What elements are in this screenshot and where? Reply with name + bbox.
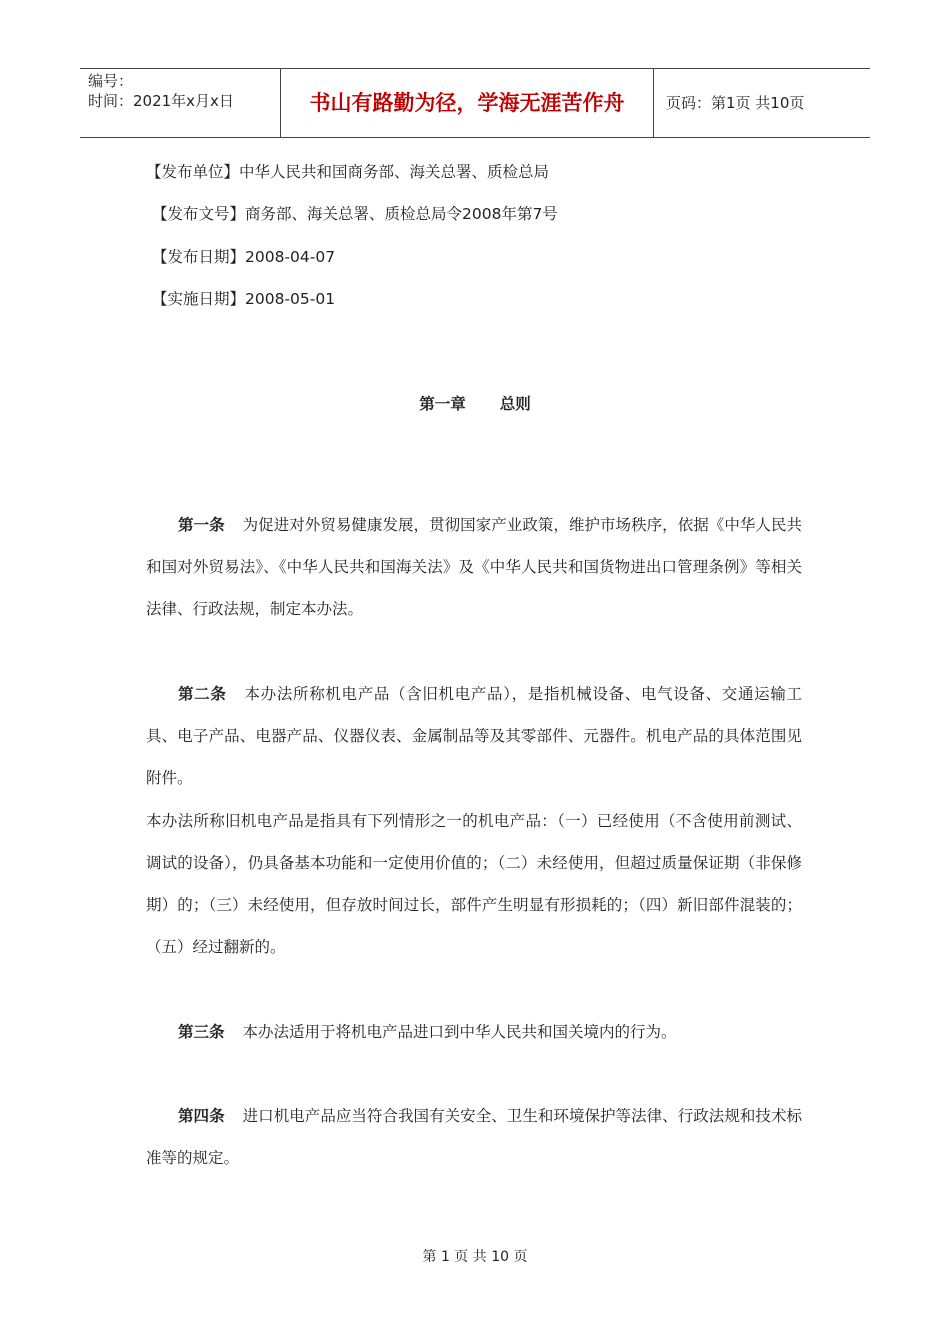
article-text: 为促进对外贸易健康发展，贯彻国家产业政策，维护市场秩序，依据《中华人民共和国对外贸易法》、《中华人民共和国海关法》及《中华人民共和国货物进出口管理条例》等相关法律、行政法规，制定本办法。 [146, 516, 802, 618]
article-4 [146, 1095, 802, 1179]
article-text: 本办法适用于将机电产品进口到中华人民共和国关境内的行为。 [242, 1023, 677, 1041]
chapter-number: 第一章 [419, 395, 466, 413]
meta-doc-number: 【发布文号】商务部、海关总署、质检总局令2008年第7号 [152, 205, 558, 223]
article-2 [146, 673, 802, 799]
document-number-label: 编号： [88, 72, 134, 90]
article-2-extra: 本办法所称旧机电产品是指具有下列情形之一的机电产品：（一）已经使用（不含使用前测试、调试的设备），仍具备基本功能和一定使用价值的；（二）未经使用，但超过质量保证期（非保修期）的；（三）未经使用，但存放时间过长，部件产生明显有形损耗的；（四）新旧部件混装的；（五）经过翻新的。 [146, 812, 802, 956]
article-text: 本办法所称机电产品（含旧机电产品），是指机械设备、电气设备、交通运输工具、电子产品、电器产品、仪器仪表、金属制品等及其零部件、元器件。机电产品的具体范围见附件。 [146, 685, 802, 787]
meta-effective-date: 【实施日期】2008-05-01 [152, 290, 336, 308]
article-3 [146, 1011, 802, 1053]
header-info [80, 69, 280, 137]
article-label: 第四条 [178, 1107, 225, 1125]
article-label: 第三条 [178, 1023, 225, 1041]
chapter-heading [0, 392, 950, 414]
chapter-title: 总则 [499, 395, 531, 413]
article-label: 第一条 [178, 516, 225, 534]
meta-issuer: 【发布单位】中华人民共和国商务部、海关总署、质检总局 [146, 163, 550, 181]
page-footer: 第 1 页 共 10 页 [422, 1249, 528, 1265]
header-motto: 书山有路勤为径，学海无涯苦作舟 [280, 69, 654, 137]
header-page-count: 页码：第1页 共10页 [666, 94, 805, 112]
article-1 [146, 504, 802, 630]
article-text: 进口机电产品应当符合我国有关安全、卫生和环境保护等法律、行政法规和技术标准等的规定。 [146, 1107, 802, 1167]
document-time-label: 时间：2021年x月x日 [88, 92, 234, 110]
meta-issue-date: 【发布日期】2008-04-07 [152, 248, 336, 266]
page-header [80, 68, 870, 138]
article-label: 第二条 [178, 685, 227, 703]
